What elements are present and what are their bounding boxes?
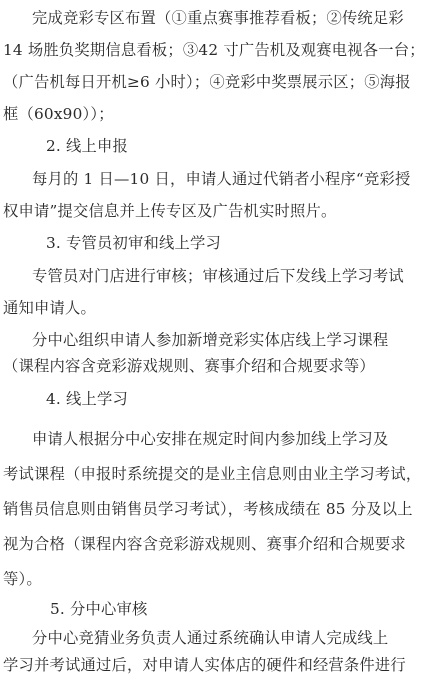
text-line: 销售员信息则由销售员学习考试），考核成绩在 85 分及以上 — [3, 500, 413, 518]
text-line: 等）。 — [3, 570, 42, 588]
text-line: 申请人根据分中心安排在规定时间内参加线上学习及 — [32, 430, 389, 448]
text-line: （广告机每日开机≥6 小时）；④竞彩中奖票展示区；⑤海报 — [3, 73, 411, 91]
text-line: 分中心竞猜业务负责人通过系统确认申请人完成线上 — [32, 629, 389, 647]
text-line: （课程内容含竞彩游戏规则、赛事介绍和合规要求等） — [3, 357, 375, 375]
text-line: 视为合格（课程内容含竞彩游戏规则、赛事介绍和合规要求 — [3, 535, 406, 553]
section-heading: 5. 分中心审核 — [50, 600, 148, 618]
text-line: 完成竞彩专区布置（①重点赛事推荐看板；②传统足彩 — [32, 9, 404, 27]
text-line: 每月的 1 日—10 日，申请人通过代销者小程序“竞彩授 — [32, 170, 411, 188]
text-line: 通知申请人。 — [3, 299, 96, 317]
section-heading: 2. 线上申报 — [46, 137, 129, 155]
text-line: 权申请”提交信息并上传专区及广告机实时照片。 — [3, 202, 337, 220]
text-line: 框（60x90））； — [3, 105, 114, 123]
section-heading: 3. 专管员初审和线上学习 — [46, 234, 222, 252]
section-heading: 4. 线上学习 — [46, 390, 129, 408]
text-line: 14 场胜负奖期信息看板；③42 寸广告机及观赛电视各一台； — [3, 41, 425, 59]
text-line: 考试课程（申报时系统提交的是业主信息则由业主学习考试， — [3, 465, 422, 483]
text-line: 专管员对门店进行审核；审核通过后下发线上学习考试 — [32, 267, 404, 285]
text-line: 分中心组织申请人参加新增竞彩实体店线上学习课程 — [32, 331, 389, 349]
text-line: 学习并考试通过后，对申请人实体店的硬件和经营条件进行 — [3, 656, 406, 674]
